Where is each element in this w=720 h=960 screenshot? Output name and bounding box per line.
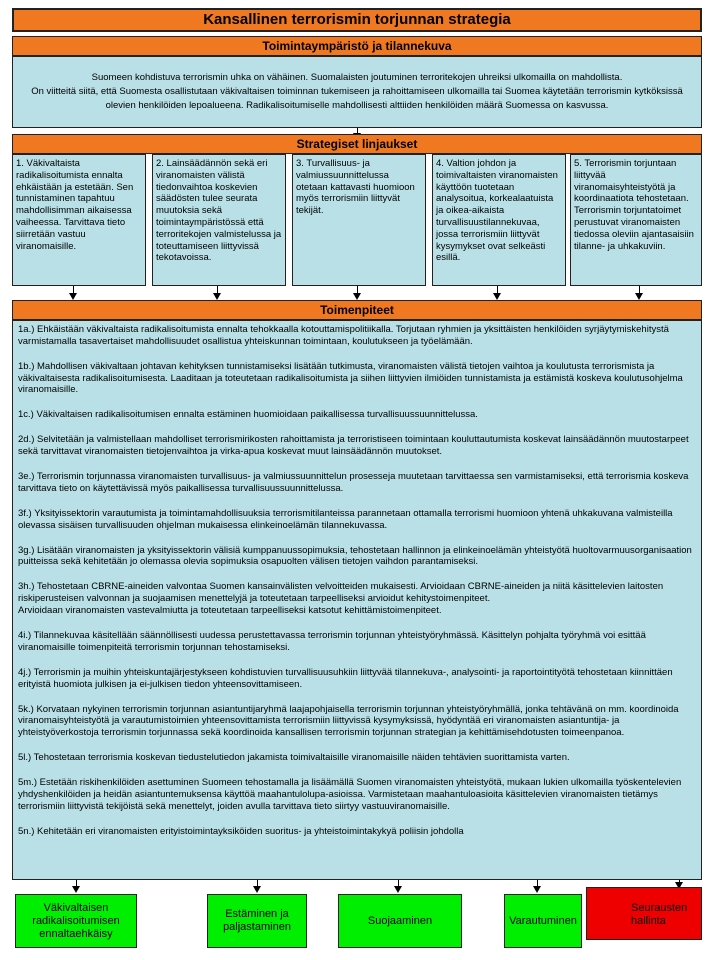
- action-item: 1b.) Mahdollisen väkivaltaan johtavan kehityksen tunnistamiseksi lisätään tutkimusta, viranomaisten välistä tietojen vaihtoa ja koulutusta terrorismista ja väkivaltaisesta radikalisoitumisesta. Laaditaan ja toteutetaan radikalisoitumista ja siihen liittyvien ilmiöiden tunnistamista ja estämistä koskeva koulutusohjelma viranomaisille.: [18, 360, 683, 396]
- action-item: 5l.) Tehostetaan terrorismia koskevan tiedustelutiedon jakamista toimivaltaisille viranomaisille näiden tehtävien suorittamista varten.: [18, 752, 570, 764]
- outcome-label: Suojaaminen: [367, 914, 433, 927]
- actions-header: Toimenpiteet: [12, 300, 702, 320]
- action-item: 3e.) Terrorismin torjunnassa viranomaisten turvallisuus- ja valmiussuunnittelun prosesseja muutetaan tarvittaessa sen varmistamiseksi, että terrorismia koskeva tarvittava tieto on käytettävissä myös paikallisessa turvallisuussuunnittelussa.: [18, 471, 689, 494]
- outcome-prevention-detection: [207, 894, 307, 948]
- outcome-label: Väkivaltaisen radikalisoitumisen ennaltaehkäisy: [32, 901, 120, 940]
- environment-line: Suomeen kohdistuva terrorismin uhka on vähäinen. Suomalaisten joutuminen terroritekojen uhreiksi ulkomailla on mahdollista.: [91, 72, 623, 83]
- action-item: 1c.) Väkivaltaisen radikalisoitumisen ennalta estäminen huomioidaan paikallisessa turvallisuussuunnittelussa.: [18, 409, 478, 421]
- outcome-radicalisation-prevention: [15, 894, 137, 948]
- outcome-label: Varautuminen: [509, 914, 577, 927]
- outcome-preparedness: [504, 894, 582, 948]
- environment-description: [12, 56, 702, 128]
- strategic-item-5: 5. Terrorismin torjuntaan liittyvää viranomaisyhteistyötä ja koordinaatiota tehostetaan. Terrorismin torjuntatoimet perustuvat viranomaisten tiedossa oleviin ajantasaisiin tilanne- ja uhkakuviin.: [570, 154, 702, 286]
- strategic-item-1: 1. Väkivaltaista radikalisoitumista ennalta ehkäistään ja estetään. Sen tunnistaminen tapahtuu mahdollisimman aikaisessa vaiheessa. Tarvittava tieto siirretään vastuu viranomaisille.: [12, 154, 146, 286]
- action-item: 2d.) Selvitetään ja valmistellaan mahdolliset terrorismirikosten rahoittamista ja terroristiseen toimintaan kouluttautumista koskevat lainsäädännön muutostarpeet sekä tarvittavat viranomaisten tietojenvaihtoa ja virka-apua koskevat muut lainsäädännön muutokset.: [18, 434, 689, 458]
- strategic-item-4: 4. Valtion johdon ja toimivaltaisten viranomaisten käyttöön tuotetaan analysoitua, korkealaatuista ja oikea-aikaista turvallisuustilannekuvaa, jossa terrorismiin liittyvät kysymykset ovat selkeästi esillä.: [432, 154, 566, 286]
- action-item: 5m.) Estetään riskihenkilöiden asettuminen Suomeen tehostamalla ja lisäämällä Suomen viranomaisten yhteistyötä, mukaan lukien ulkomailla työskentelevien yhdyshenkilöiden ja heidän asiantuntemuksensa käyttöä maahantulolupa-asioissa. Varmistetaan maahantuloasioita käsittelevien viranomaisten tietämys terrorismiin liittyvistä tekijöistä sekä menettelyt, joiden avulla tarvittava tieto siirtyy vastuuviranomaisille.: [18, 777, 682, 812]
- strategic-item-2: 2. Lainsäädännön sekä eri viranomaisten välistä tiedonvaihtoa koskevien säädösten tulee seurata muutoksia sekä toimintaympäristössä että terroritekojen valmistelussa ja toteuttamiseen liittyvissä tekotavoissa.: [152, 154, 286, 286]
- outcome-label: Seurausten hallinta: [631, 902, 688, 927]
- action-item: 3f.) Yksityissektorin varautumista ja toimintamahdollisuuksia terrorismitilanteissa parannetaan ottamalla terrorismi huomioon yhtenä uhkakuvana valmisteilla olevassa sisäisen turvallisuuden ohjelman mukaisessa elinkeinoelämän tilannekuvassa.: [18, 507, 673, 531]
- strategic-header: Strategiset linjaukset: [12, 134, 702, 154]
- strategic-item-3: 3. Turvallisuus- ja valmiussuunnittelussa otetaan kattavasti huomioon myös terrorismiin liittyvät tekijät.: [292, 154, 426, 286]
- action-item: 4i.) Tilannekuvaa käsitellään säännöllisesti uudessa perustettavassa terrorismin torjunnan yhteistyöryhmässä. Käsittelyn pohjalta työryhmä voi esittää viranomaisille toimenpiteitä terrorismin torjunnan tehostamiseksi.: [18, 630, 646, 653]
- action-item: 5n.) Kehitetään eri viranomaisten erityistoimintayksiköiden suoritus- ja yhteistoimintakykyä poliisin johdolla: [18, 825, 464, 837]
- outcome-label: Estäminen ja paljastaminen: [223, 908, 291, 933]
- environment-line: On viitteitä siitä, että Suomesta osallistutaan väkivaltaisen toiminnan tukemiseen ja rahoittamiseen ulkomailla tai Suomea käytetään terrorismin kytköksissä olevien henkilöiden lepoalueena. Radikalisoitumiselle mahdollisesti alttiiden henkilöiden määrä Suomessa on kasvussa.: [31, 86, 683, 111]
- action-item: 3h.) Tehostetaan CBRNE-aineiden valvontaa Suomen kansainvälisten velvoitteiden mukaisesti. Arvioidaan CBRNE-aineiden ja niitä käsittelevien laitosten riskiperusteisen valvonnan ja suojaamisen menettelyjä ja toteutetaan tarpeelliseksi arvioidut kehitystoimenpiteet. Arvioidaan viranomaisten vastevalmiutta ja toteutetaan tarpeelliseksi katsotut kehittämistoimenpiteet.: [18, 581, 664, 617]
- action-item: 3g.) Lisätään viranomaisten ja yksityissektorin välisiä kumppanuussopimuksia, tehostetaan hallinnon ja elinkeinoelämän yhteistyötä huoltovarmuusorganisaation puitteissa sekä kehitetään jo olemassa olevia sopimuksia osapuolten välisen tietojen vaihdon parantamiseksi.: [18, 544, 692, 568]
- action-item: 1a.) Ehkäistään väkivaltaista radikalisoitumista ennalta tehokkaalla kotouttamispolitiikalla. Torjutaan ryhmien ja yksittäisten henkilöiden syrjäytymiskehitystä varmistamalla tasavertaiset mahdollisuudet osallistua yhteiskunnan toimintaan, koulutukseen ja työelämään.: [18, 324, 669, 347]
- page-title: Kansallinen terrorismin torjunnan strategia: [12, 8, 702, 32]
- actions-list: [12, 320, 702, 880]
- environment-header: Toimintaympäristö ja tilannekuva: [12, 36, 702, 56]
- outcome-protection: [338, 894, 462, 948]
- outcome-consequence-management: [586, 887, 702, 940]
- action-item: 4j.) Terrorismin ja muihin yhteiskuntajärjestykseen kohdistuvien turvallisuusuhkiin liittyvää tilannekuva-, analysointi- ja raportointityötä tehostetaan kiinnittäen erityistä huomiota julkisen ja ei-julkisen tiedon yhteensovittamiseen.: [18, 666, 673, 690]
- action-item: 5k.) Korvataan nykyinen terrorismin torjunnan asiantuntijaryhmä laajapohjaisella terrorismin torjunnan yhteistyöryhmällä, jonka tehtävänä on mm. koordinoida viranomaisyhteistyötä ja varautumistoimien yhteensovittamista terrorismiin liittyvissä kysymyksissä, hyödyntää eri viranomaisten asiantuntija- ja yhteistyöverkostoja terrorismin torjunnassa sekä koordinoida kansallisen terrorismin torjunnan strategian ja kehittämisehdotusten toimeenpanoa.: [18, 703, 679, 739]
